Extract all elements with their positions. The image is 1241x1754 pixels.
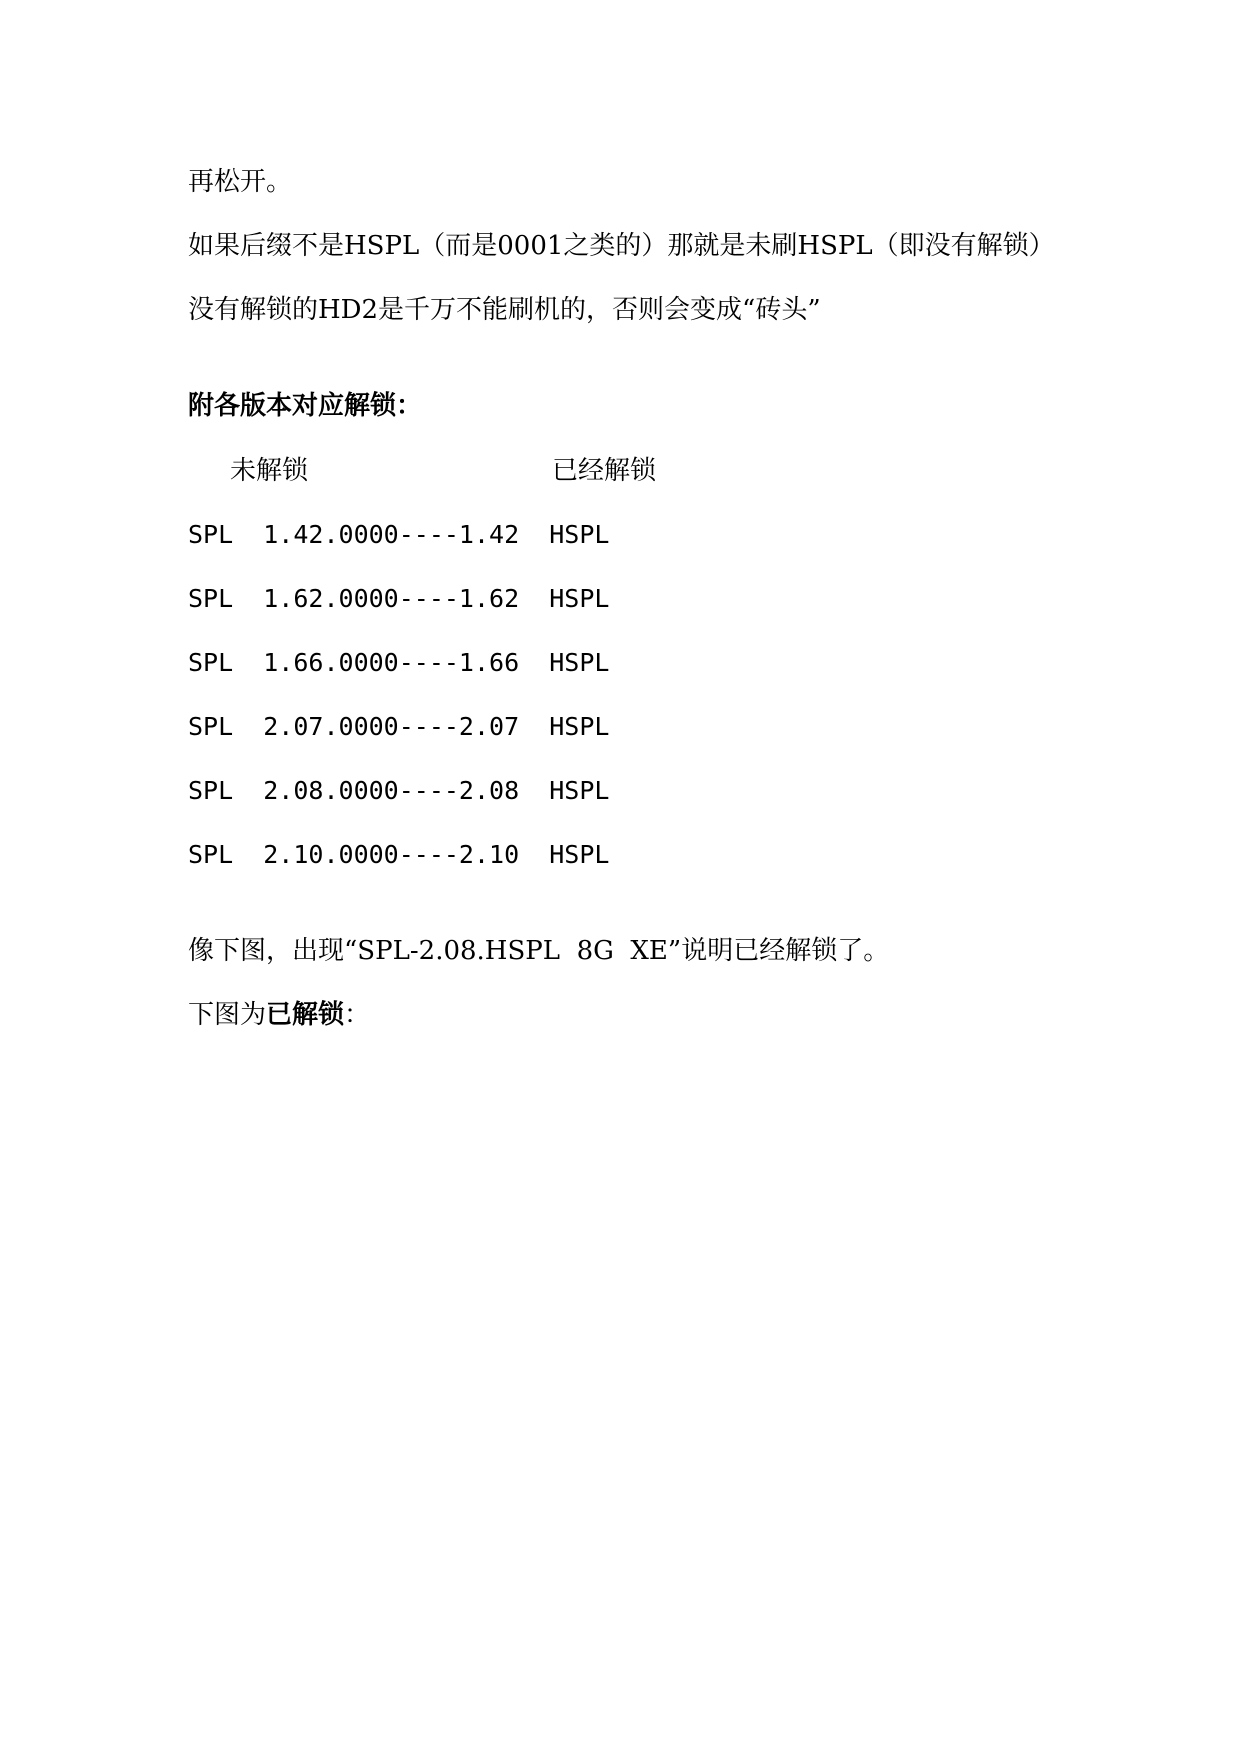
version-row: SPL 2.10.0000----2.10 HSPL bbox=[188, 840, 610, 869]
version-row: SPL 1.62.0000----1.62 HSPL bbox=[188, 584, 610, 613]
caption-bold: 已解锁 bbox=[266, 1000, 345, 1030]
table-header-unlocked-yes: 已经解锁 bbox=[552, 456, 657, 486]
version-row: SPL 1.42.0000----1.42 HSPL bbox=[188, 520, 610, 549]
unlock-note: 像下图，出现“SPL-2.08.HSPL 8G XE”说明已经解锁了。 bbox=[188, 936, 890, 966]
version-row: SPL 2.07.0000----2.07 HSPL bbox=[188, 712, 610, 741]
paragraph-line-1: 再松开。 bbox=[188, 167, 293, 197]
paragraph-line-2: 如果后缀不是HSPL（而是0001之类的）那就是未刷HSPL（即没有解锁） bbox=[188, 231, 1055, 261]
caption-prefix: 下图为 bbox=[188, 1000, 267, 1030]
section-heading: 附各版本对应解锁： bbox=[188, 391, 423, 421]
version-row: SPL 2.08.0000----2.08 HSPL bbox=[188, 776, 610, 805]
figure-caption bbox=[188, 998, 370, 1032]
table-header-unlocked-no: 未解锁 bbox=[230, 456, 309, 486]
paragraph-line-3: 没有解锁的HD2是千万不能刷机的，否则会变成“砖头” bbox=[188, 295, 821, 325]
caption-suffix: ： bbox=[344, 1000, 371, 1030]
version-row: SPL 1.66.0000----1.66 HSPL bbox=[188, 648, 610, 677]
